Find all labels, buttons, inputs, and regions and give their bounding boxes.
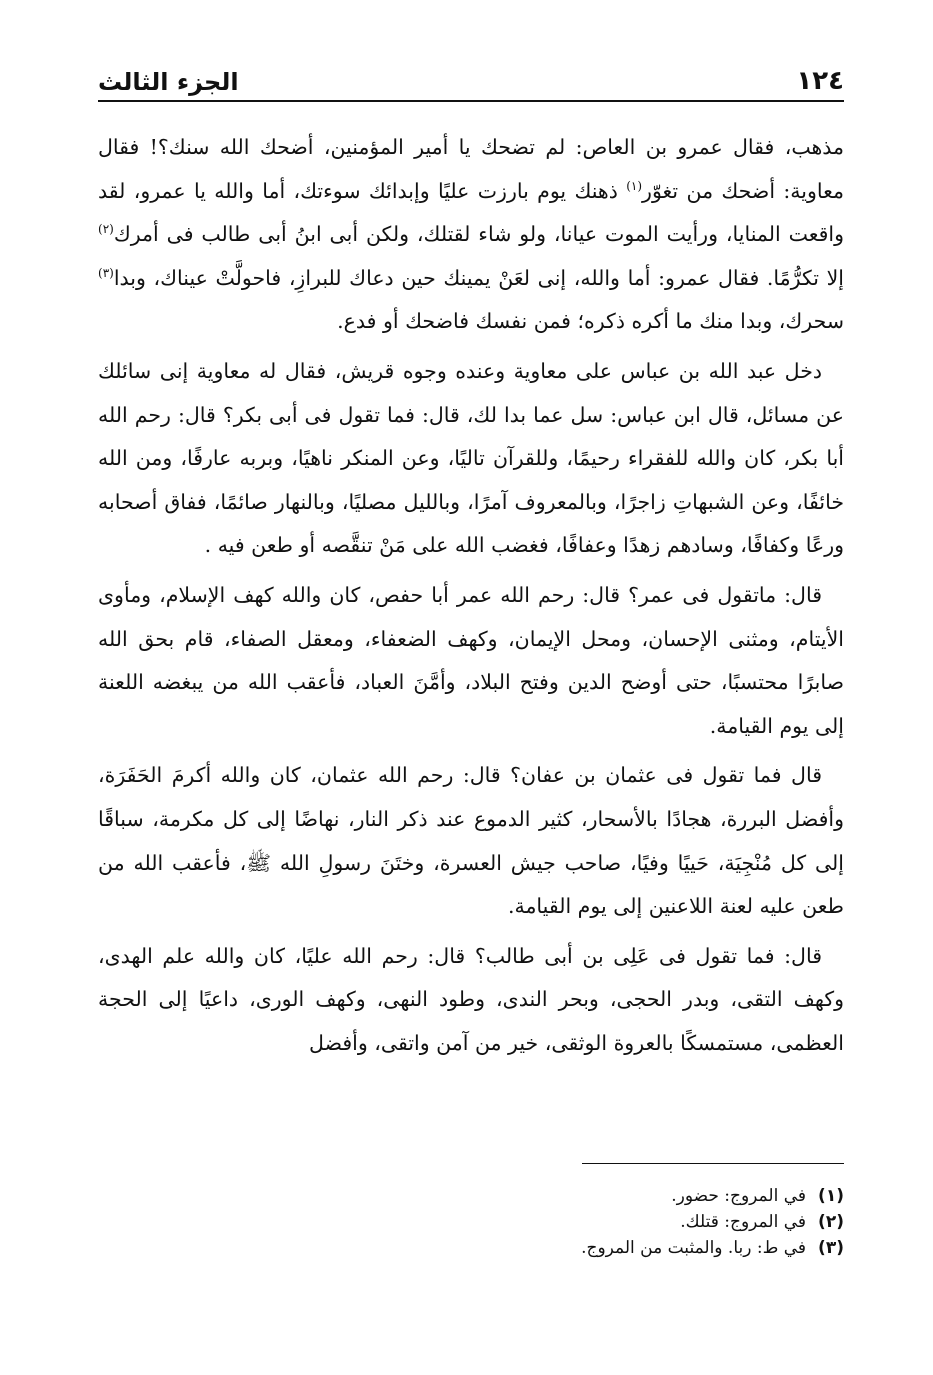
footnote-number: (٢) [818,1212,844,1232]
paragraph-text: مذهب، فقال عمرو بن العاص: لم تضحك يا أمير المؤمنين، أضحك الله سنك؟! فقال معاوية: أضحك من تغوّر [98,135,844,203]
footnotes [244,1183,844,1261]
footnote-number: (١) [818,1186,844,1206]
footnote-text: في المروج: قتلك. [680,1212,806,1232]
paragraph [98,350,844,568]
footnote-text: في المروج: حضور. [671,1186,806,1206]
footnote [244,1183,844,1209]
paragraph-text: إلا تكرُّمًا. فقال عمرو: أما والله، إنى لعَنْ يمينك حين دعاك للبرازِ، فاحولَّتْ عيناك، وبدا [113,265,844,290]
paragraph-text: دخل عبد الله بن عباس على معاوية وعنده وجوه قريش، فقال له معاوية إنى سائلك عن مسائل، قال ابن عباس: سل عما بدا لك، قال: فما تقول فى أبى بكر؟ قال: رحم الله أبا بكر، كان والله للفقراء رحيمًا، وللقرآن تاليًا، وعن المنكر ناهيًا، وبربه عارفًا، ومن الله خائفًا، وعن الشبهاتِ زاجرًا، وبالمعروف آمرًا، وبالليل مصليًا، وبالنهار صائمًا، ففاق أصحابه ورعًا وكفافًا، وسادهم زهدًا وعفافًا، فغضب الله على مَنْ تنقَّصه أو طعن فيه . [98,358,844,558]
paragraph [98,574,844,748]
paragraph [98,935,844,1066]
paragraph [98,126,844,344]
paragraph-text: ذهنك يوم بارزت عليًا وإبدائك سوءتك، أما والله يا عمرو، لقد واقعت المنايا، ورأيت الموت عيانا، ولو شاء لقتلك، ولكن أبى ابنُ أبى طالب فى أمرك [98,178,844,247]
footnote-divider [582,1163,844,1164]
footnote-marker[interactable]: (٢) [98,222,114,237]
paragraph [98,754,844,928]
paragraph-text: قال: ماتقول فى عمر؟ قال: رحم الله عمر أبا حفص، كان والله كهف الإسلام، ومأوى الأيتام، ومثنى الإحسان، ومحل الإيمان، وكهف الضعفاء، ومعقل الصفاء، قام بحق الله صابرًا محتسبًا، حتى أوضح الدين وفتح البلاد، وأمَّنَ العباد، فأعقب الله من يبغضه اللعنة إلى يوم القيامة. [98,582,844,738]
book-page [98,52,844,1071]
footnote-marker[interactable]: (٣) [98,265,114,280]
running-header [98,52,844,102]
page-number: ١٢٤ [796,66,844,96]
paragraph-text: قال: فما تقول فى عَلِى بن أبى طالب؟ قال: رحم الله عليًا، كان والله علم الهدى، وكهف التقى، وبدر الحجى، وبحر الندى، وطود النهى، وكهف الورى، داعيًا إلى الحجة العظمى، مستمسكًا بالعروة الوثقى، خير من آمن واتقى، وأفضل [98,943,844,1055]
main-text [98,126,844,1065]
footnote [244,1235,844,1261]
footnote-marker[interactable]: (١) [626,178,643,193]
paragraph-text: قال فما تقول فى عثمان بن عفان؟ قال: رحم الله عثمان، كان والله أكرمَ الحَفَرَة، وأفضل البررة، هجادًا بالأسحار، كثير الدموع عند ذكر النار، نهاضًا إلى كل مكرمة، سباقًا إلى كل مُنْجِيَة، حَييًا وفيًا، صاحب جيش العسرة، وختَنَ رسولِ الله ﷺ، فأعقب الله من طعن عليه لعنة اللاعنين إلى يوم القيامة. [98,763,844,919]
footnote-number: (٣) [818,1238,844,1258]
part-title: الجزء الثالث [98,68,239,96]
footnote-text: في ط: ربا. والمثبت من المروج. [581,1238,806,1258]
footnote [244,1209,844,1235]
paragraph-text: سحرك، وبدا منك ما أكره ذكره؛ فمن نفسك فاضحك أو فدع. [337,309,844,334]
